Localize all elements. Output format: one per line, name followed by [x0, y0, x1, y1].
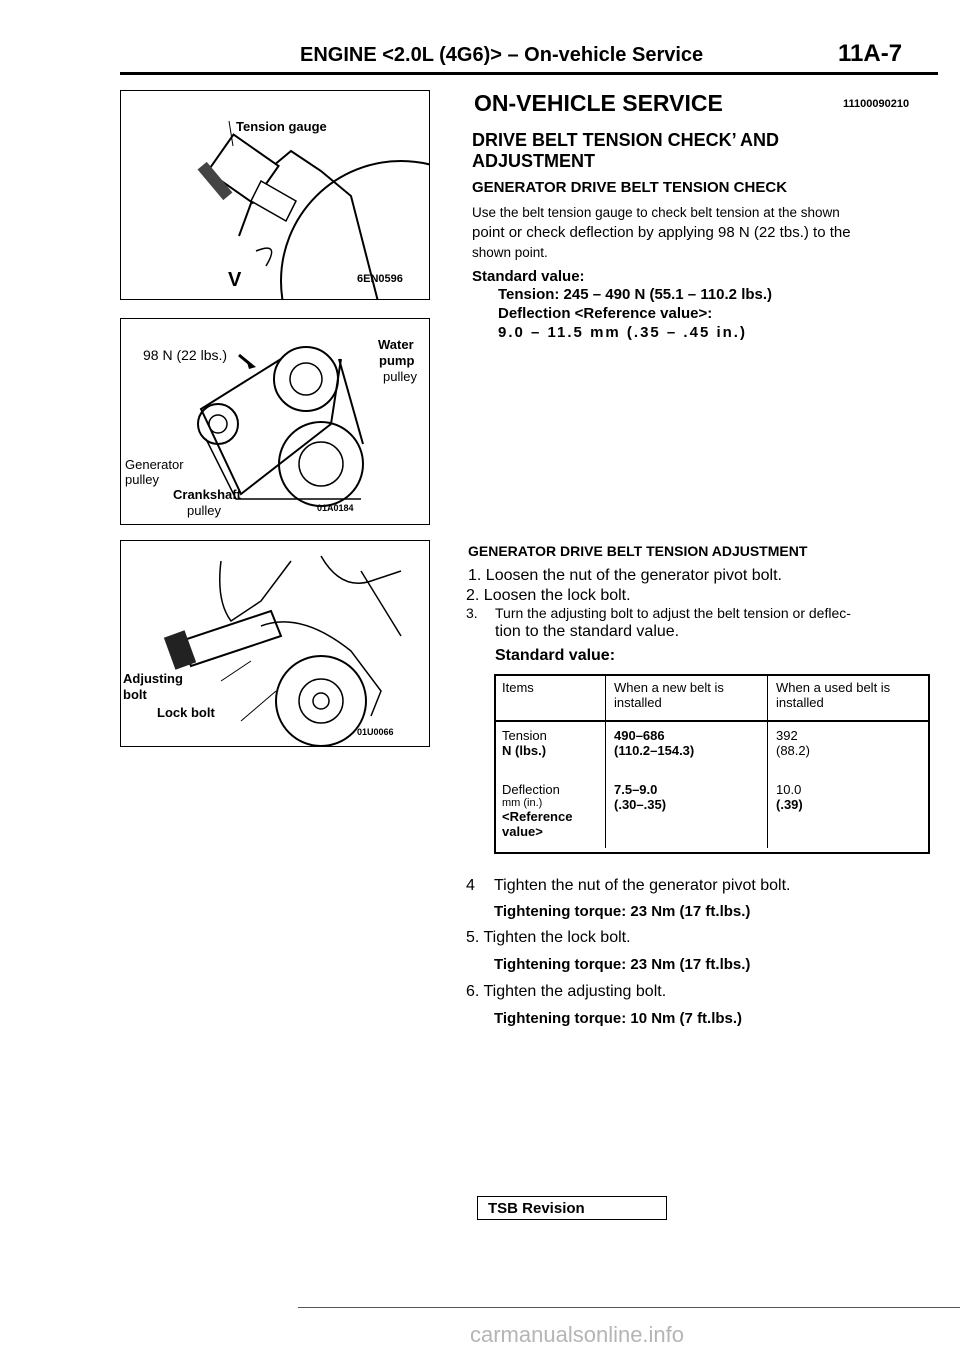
spec-table: [494, 674, 930, 848]
check-heading: GENERATOR DRIVE BELT TENSION CHECK: [472, 179, 788, 196]
label-generator-pulley: pulley: [125, 472, 159, 487]
standard-tension: Tension: 245 – 490 N (55.1 – 110.2 lbs.): [498, 286, 773, 303]
table-cell-item: Tension: [502, 728, 547, 743]
label-lock-bolt: Lock bolt: [157, 705, 215, 720]
section-code: 11100090210: [843, 98, 910, 110]
figure-adjusting-bolt: [120, 540, 430, 747]
label-water-pulley: pulley: [383, 369, 417, 384]
check-text-line2: point or check deflection by applying 98 N (22 tbs.) to the: [472, 224, 851, 241]
table-cell-new-imperial: (.30–.35): [614, 797, 667, 812]
check-text-line1: Use the belt tension gauge to check belt tension at the shown: [472, 205, 840, 220]
adjustment-standard-label: Standard value:: [495, 647, 616, 664]
header-rule: [120, 72, 938, 75]
figure-code: 6EN0596: [357, 273, 403, 285]
step-5: 5. Tighten the lock bolt.: [466, 929, 631, 946]
table-row: [494, 721, 930, 776]
label-crankshaft: Crankshaft: [173, 487, 241, 502]
figure-tension-gauge: [120, 90, 430, 300]
table-left-border: [494, 674, 496, 852]
torque-4: Tightening torque: 23 Nm (17 ft.lbs.): [494, 903, 751, 920]
label-bolt: bolt: [123, 687, 147, 702]
step-3-number: 3.: [466, 605, 478, 621]
standard-deflection: Deflection <Reference value>:: [498, 305, 713, 322]
tsb-revision-box: TSB Revision: [477, 1196, 667, 1220]
label-generator: Generator: [125, 457, 184, 472]
table-cell-used: 392: [776, 728, 798, 743]
table-cell-item-note2: value>: [502, 824, 543, 839]
table-cell-new-imperial: (110.2–154.3): [614, 743, 695, 758]
step-4: Tighten the nut of the generator pivot bolt.: [494, 877, 791, 894]
section-title: ON-VEHICLE SERVICE: [474, 90, 723, 116]
label-load: 98 N (22 lbs.): [143, 347, 228, 363]
section-subtitle-line2: ADJUSTMENT: [472, 151, 596, 171]
label-tension-gauge: Tension gauge: [236, 119, 327, 134]
table-cell-used-imperial: (88.2): [776, 743, 810, 758]
table-row: [494, 776, 930, 848]
label-adjusting: Adjusting: [123, 671, 183, 686]
table-cell-used: 10.0: [776, 782, 802, 797]
step-1: 1. Loosen the nut of the generator pivot bolt.: [468, 567, 782, 584]
step-4-number: 4: [466, 877, 475, 894]
table-cell-item-unit: N (lbs.): [502, 743, 547, 758]
table-header-used: When a used belt is installed: [768, 674, 931, 721]
table-top-border: [494, 674, 930, 676]
check-text-line3: shown point.: [472, 245, 548, 260]
footer-rule: [298, 1307, 960, 1308]
figure-pulley-layout: [120, 318, 430, 525]
section-subtitle-line1: DRIVE BELT TENSION CHECK’ AND: [472, 130, 780, 150]
table-header-new: When a new belt is installed: [606, 674, 768, 721]
table-bottom-border: [494, 852, 930, 854]
step-6: 6. Tighten the adjusting bolt.: [466, 983, 667, 1000]
standard-value-label: Standard value:: [472, 268, 585, 285]
table-right-border: [928, 674, 930, 852]
table-cell-used-imperial: (.39): [776, 797, 803, 812]
table-cell-new: 490–686: [614, 728, 665, 743]
table-header-row: [494, 674, 930, 721]
table-cell-item-note: <Reference: [502, 809, 573, 824]
torque-5: Tightening torque: 23 Nm (17 ft.lbs.): [494, 956, 751, 973]
torque-6: Tightening torque: 10 Nm (7 ft.lbs.): [494, 1010, 743, 1027]
watermark-text: carmanualsonline.info: [470, 1322, 685, 1347]
label-v: V: [228, 269, 242, 291]
step-3-line1: Turn the adjusting bolt to adjust the belt tension or deflec-: [495, 605, 851, 621]
page-number: 11A-7: [838, 40, 903, 67]
label-pump: pump: [379, 353, 415, 368]
figure-code: 01U0066: [357, 727, 394, 737]
step-2: 2. Loosen the lock bolt.: [466, 587, 631, 604]
table-header-items: Items: [494, 674, 606, 721]
figure-code: 01A0184: [317, 503, 354, 513]
table-cell-item-unit: mm (in.): [502, 797, 543, 809]
page-header-title: ENGINE <2.0L (4G6)> – On-vehicle Service: [300, 44, 704, 66]
table-cell-new: 7.5–9.0: [614, 782, 658, 797]
table-cell-item: Deflection: [502, 782, 560, 797]
label-water: Water: [378, 337, 414, 352]
adjustment-heading: GENERATOR DRIVE BELT TENSION ADJUSTMENT: [468, 543, 808, 559]
label-crankshaft-pulley: pulley: [187, 503, 221, 518]
standard-deflection-value: 9.0 – 11.5 mm (.35 – .45 in.): [498, 324, 747, 341]
step-3-line2: tion to the standard value.: [495, 623, 680, 640]
